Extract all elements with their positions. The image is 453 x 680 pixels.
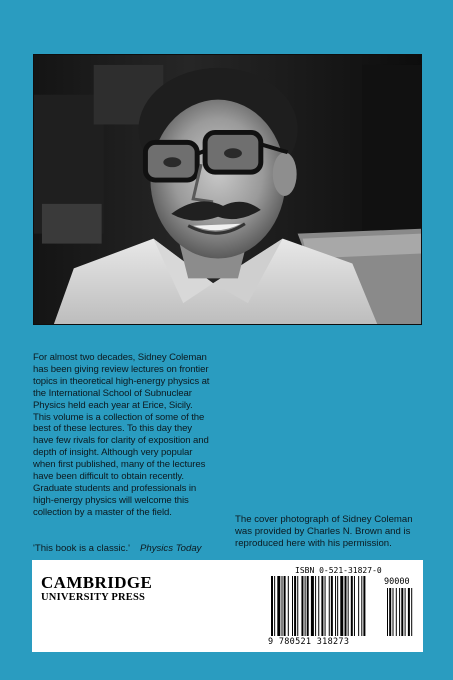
barcode-addon-bar [389, 588, 391, 636]
barcode-bar [340, 576, 343, 636]
quote-source: Physics Today [139, 543, 202, 554]
barcode-addon-bar [393, 588, 394, 636]
barcode-bar [271, 576, 273, 636]
publisher-subname: UNIVERSITY PRESS [41, 592, 146, 603]
barcode-icon [269, 576, 419, 636]
barcode-bar [358, 576, 359, 636]
barcode-bar [311, 576, 314, 636]
barcode-bar [354, 576, 355, 636]
barcode-addon-bar [411, 588, 412, 636]
author-photograph [33, 54, 422, 325]
barcode-bar [363, 576, 365, 636]
barcode-bar [318, 576, 319, 636]
photo-credit [235, 514, 425, 550]
barcode-bar [335, 576, 336, 636]
quote-text: 'This book is a classic.' [33, 543, 130, 554]
barcode-addon-bar [401, 588, 403, 636]
barcode-bar [301, 576, 303, 636]
description-line: have been difficult to obtain recently. [33, 471, 184, 483]
barcode-bar [331, 576, 333, 636]
description-line: when first published, many of the lectures [33, 459, 206, 471]
description-line: depth of insight. Although very popular [33, 447, 193, 459]
description-line: have few rivals for clarity of exposition and [33, 435, 209, 447]
description-line: the International School of Subnuclear [33, 387, 192, 399]
portrait-image [34, 55, 421, 324]
description-line: Graduate students and professionals in [33, 482, 197, 494]
credit-line: The cover photograph of Sidney Coleman [235, 514, 413, 525]
barcode-bar [297, 576, 298, 636]
description-line: collection by a master of the field. [33, 506, 172, 518]
publisher-panel [32, 560, 423, 652]
description-line: Physics held each year at Erice, Sicily. [33, 399, 193, 411]
barcode-bar [288, 576, 289, 636]
barcode-bar [282, 576, 283, 636]
isbn-label: ISBN 0-521-31827-0 [295, 566, 382, 575]
description-line: has been giving review lectures on frontier [33, 363, 209, 375]
description-line: topics in theoretical high-energy physics at [33, 375, 210, 387]
barcode-bar [337, 576, 338, 636]
credit-line: reproduced here with his permission. [235, 537, 392, 549]
barcode-bar [284, 576, 286, 636]
description-line: This volume is a collection of some of the [33, 411, 205, 423]
barcode-bar [274, 576, 275, 636]
barcode-bar [315, 576, 316, 636]
description-line: For almost two decades, Sidney Coleman [33, 352, 207, 363]
publisher-name: CAMBRIDGE [41, 573, 153, 592]
barcode-bar [307, 576, 309, 636]
barcode-bar [305, 576, 306, 636]
review-quote [33, 543, 233, 554]
barcode-bar [292, 576, 293, 636]
credit-line: was provided by Charles N. Brown and is [235, 525, 411, 537]
barcode-number: 9 780521 318273 [268, 637, 350, 647]
barcode-bar [294, 576, 296, 636]
barcode-bar [351, 576, 353, 636]
description-line: best of these lectures. To this day they [33, 423, 193, 435]
barcode-bar [345, 576, 347, 636]
book-description [33, 352, 229, 519]
barcode-addon-bar [405, 588, 406, 636]
barcode-bar [321, 576, 323, 636]
barcode-bar [325, 576, 326, 636]
barcode-addon-bar [408, 588, 410, 636]
barcode-bar [361, 576, 362, 636]
price-code: 90000 [384, 577, 410, 587]
barcode-bar [277, 576, 280, 636]
barcode-addon-bar [387, 588, 388, 636]
publisher-logo [41, 574, 152, 604]
barcode-addon-bar [396, 588, 397, 636]
barcode-bar [348, 576, 349, 636]
barcode-bar [329, 576, 330, 636]
barcode-addon-bar [399, 588, 400, 636]
description-line: high-energy physics will welcome this [33, 494, 189, 506]
